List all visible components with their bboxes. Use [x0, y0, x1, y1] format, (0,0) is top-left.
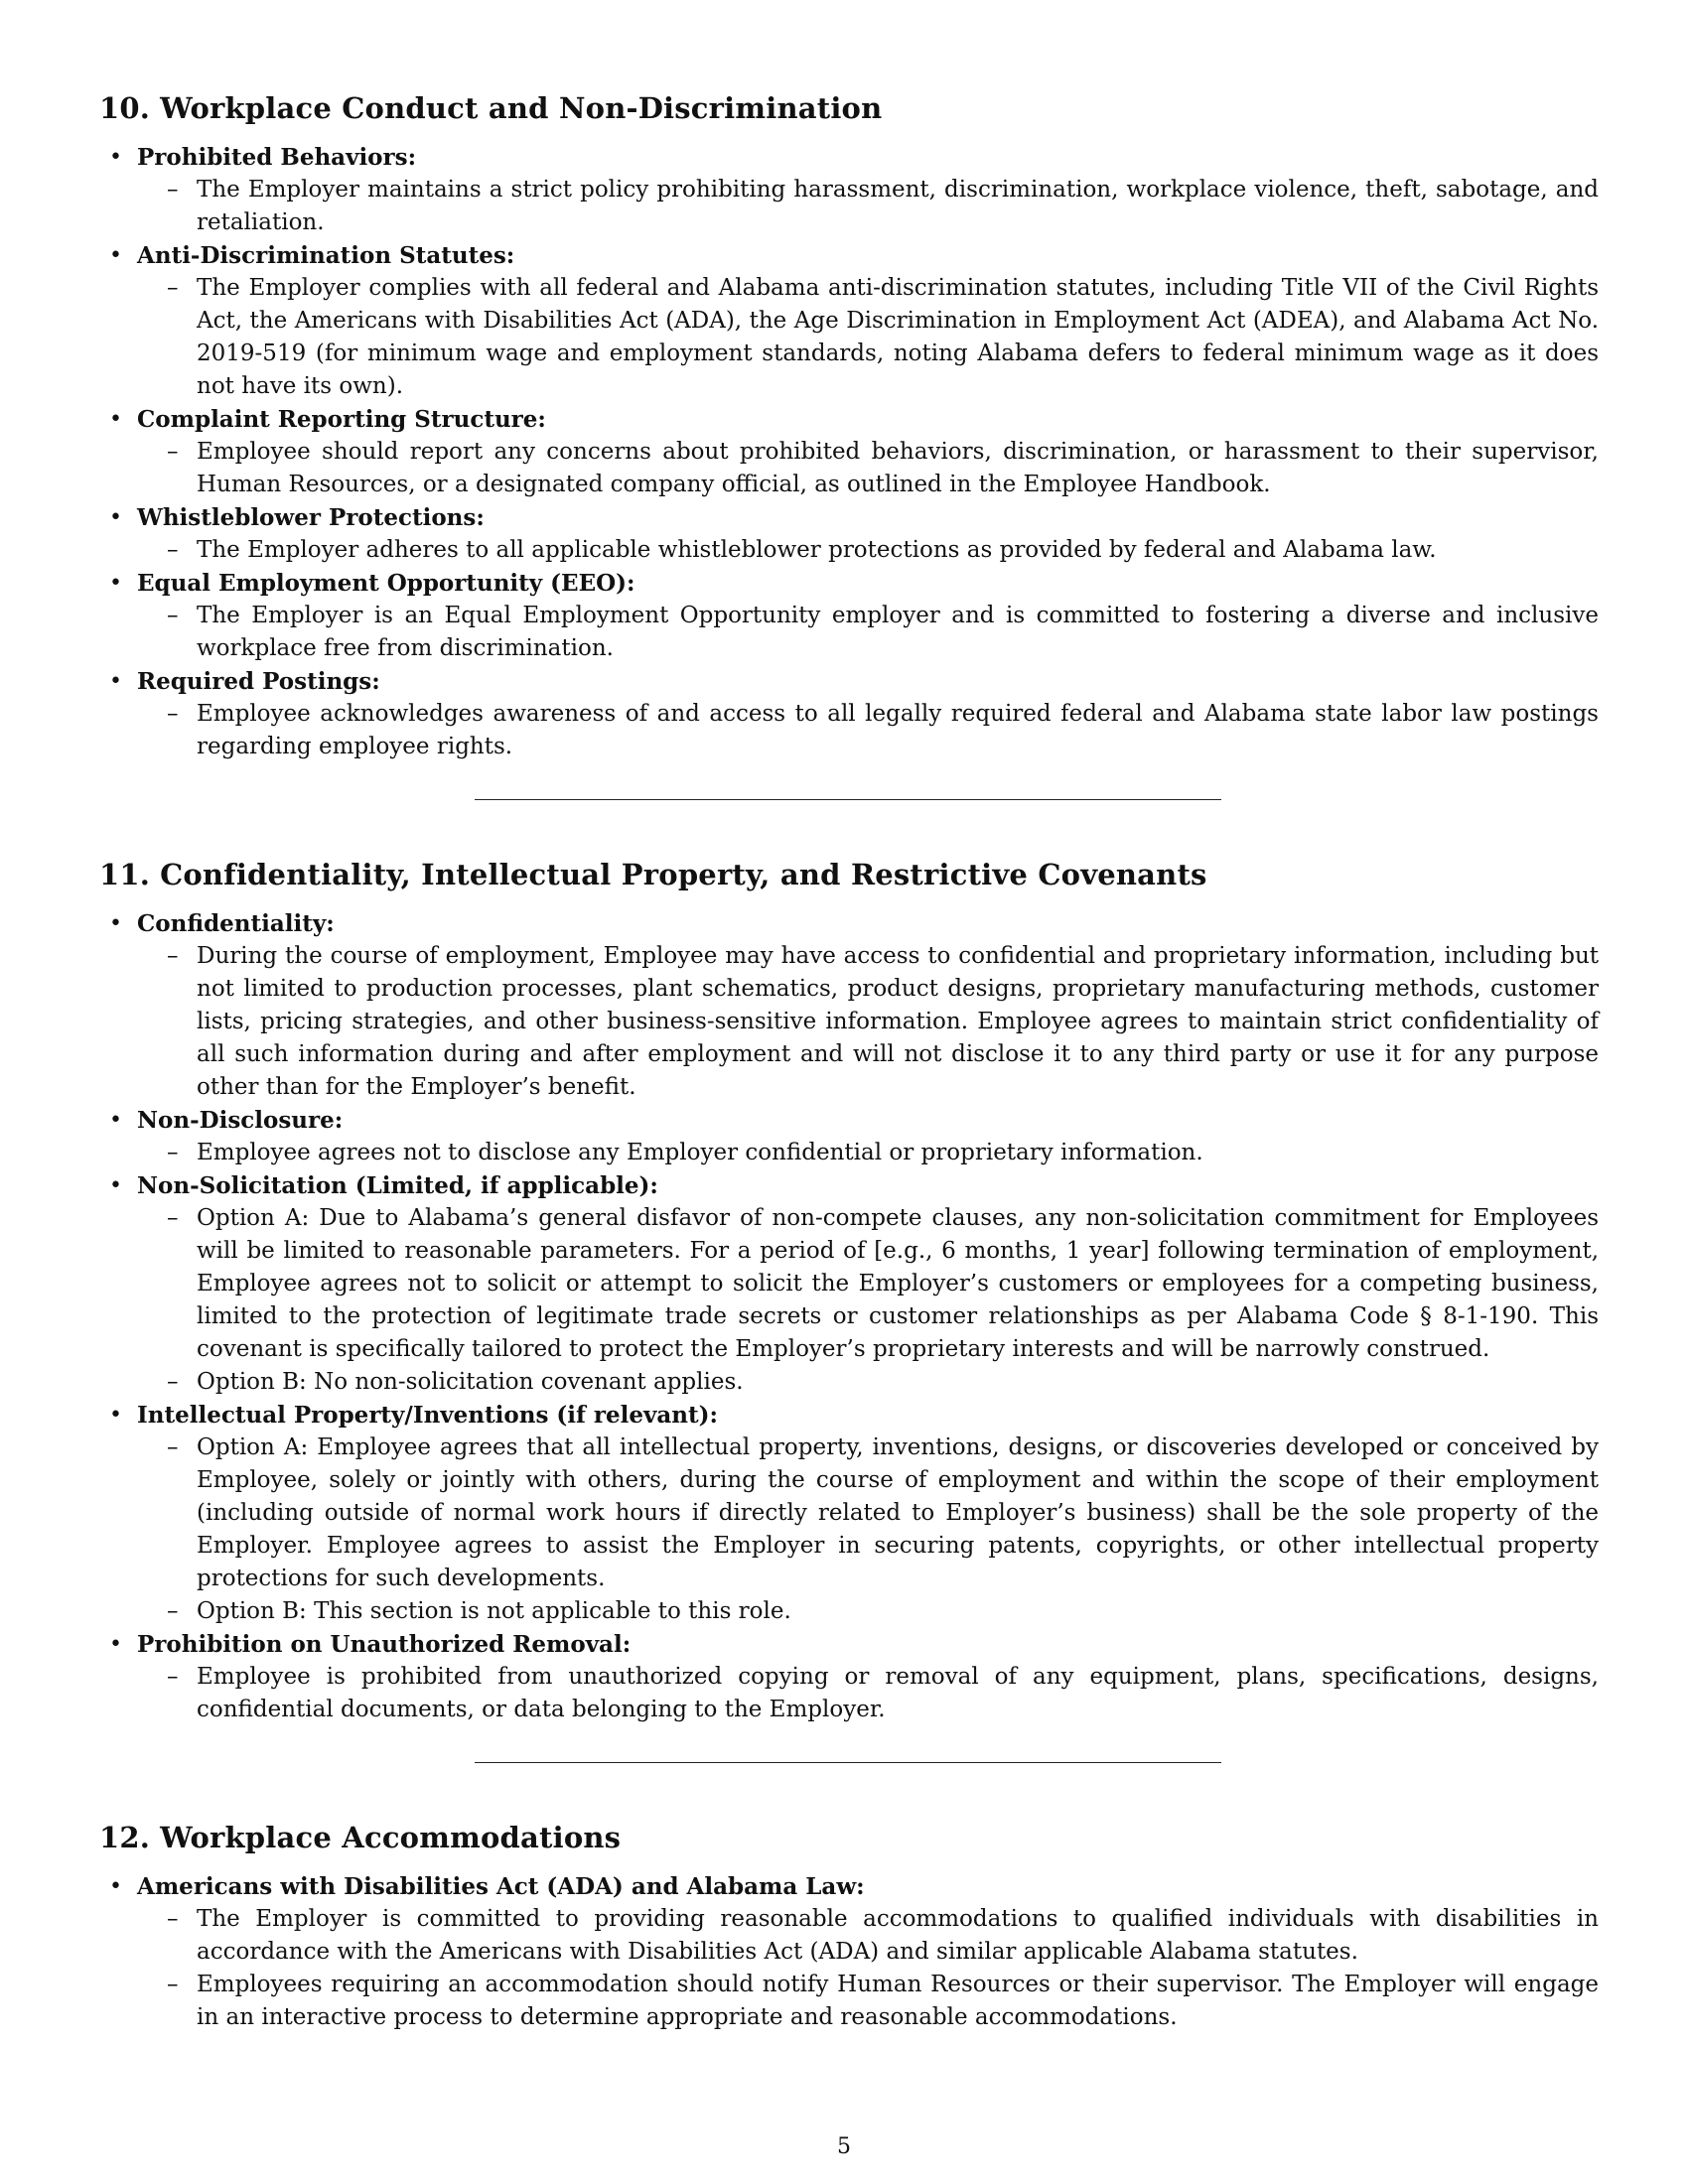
sub-item: – Option A: Due to Alabama’s general disfavor of non-compete clauses, any non-solicitation commitment for Employees will be limited to reasonable parameters. For a period of [e.g., 6 months, 1 year] following termination of employment, Employee agrees not to solicit or attempt to solicit the Employer’s customers or employees for a competing business, limited to the protection of legitimate trade secrets or customer relationships as per Alabama Code § 8-1-190. This covenant is specifically tailored to protect the Employer’s proprietary interests and will be narrowly construed.	[197, 1202, 1599, 1366]
list-item	[137, 141, 1599, 239]
section-number: 10.	[99, 91, 151, 125]
list-item	[137, 1870, 1599, 2034]
item-label: • Required Postings:	[137, 668, 380, 695]
item-label: • Equal Employment Opportunity (EEO):	[137, 570, 635, 597]
sub-item: – Option A: Employee agrees that all intellectual property, inventions, designs, or discoveries developed or conceived by Employee, solely or jointly with others, during the course of employment and within the scope of their employment (including outside of normal work hours if directly related to Employer’s business) shall be the sole property of the Employer. Employee agrees to assist the Employer in securing patents, copyrights, or other intellectual property protections for such developments.	[197, 1432, 1599, 1595]
list-item	[137, 1104, 1599, 1169]
item-label: • Intellectual Property/Inventions (if relevant):	[137, 1402, 719, 1429]
sub-item: – Employee should report any concerns about prohibited behaviors, discrimination, or harassment to their supervisor, Human Resources, or a designated company official, as outlined in the Employee Handbook.	[197, 436, 1599, 501]
list-item	[137, 567, 1599, 665]
section-title: Workplace Conduct and Non-Discrimination	[160, 91, 883, 125]
item-list	[99, 1870, 1599, 2034]
list-item	[137, 239, 1599, 403]
sub-item: – Employee acknowledges awareness of and access to all legally required federal and Alabama state labor law postings regarding employee rights.	[197, 698, 1599, 763]
list-item	[137, 665, 1599, 763]
document-page	[99, 91, 1599, 2034]
list-item	[137, 501, 1599, 567]
section-number: 12.	[99, 1821, 151, 1854]
sub-item: – Employee is prohibited from unauthorized copying or removal of any equipment, plans, specifications, designs, confidential documents, or data belonging to the Employer.	[197, 1661, 1599, 1726]
section-10	[99, 91, 1599, 763]
section-11	[99, 858, 1599, 1726]
item-list	[99, 907, 1599, 1726]
section-divider	[475, 799, 1221, 800]
section-heading	[99, 858, 1599, 891]
sub-item: – Employees requiring an accommodation should notify Human Resources or their supervisor. The Employer will engage in an interactive process to determine appropriate and reasonable accommodations.	[197, 1969, 1599, 2034]
item-label: • Anti-Discrimination Statutes:	[137, 242, 515, 269]
section-title: Workplace Accommodations	[160, 1821, 622, 1854]
section-number: 11.	[99, 858, 151, 891]
sub-item: – Option B: This section is not applicable to this role.	[197, 1595, 1599, 1628]
item-label: • Confidentiality:	[137, 910, 335, 937]
section-12	[99, 1821, 1599, 2034]
item-list	[99, 141, 1599, 763]
item-label: • Non-Disclosure:	[137, 1107, 344, 1134]
section-heading	[99, 1821, 1599, 1854]
page-number: 5	[837, 2134, 851, 2159]
item-label: • Complaint Reporting Structure:	[137, 406, 546, 433]
item-label: • Americans with Disabilities Act (ADA) and Alabama Law:	[137, 1873, 865, 1900]
sub-item: – Option B: No non-solicitation covenant applies.	[197, 1366, 1599, 1399]
list-item	[137, 1628, 1599, 1726]
sub-item: – The Employer maintains a strict policy prohibiting harassment, discrimination, workplace violence, theft, sabotage, and retaliation.	[197, 174, 1599, 239]
item-label: • Prohibited Behaviors:	[137, 144, 417, 171]
list-item	[137, 907, 1599, 1104]
item-label: • Non-Solicitation (Limited, if applicable):	[137, 1172, 658, 1199]
item-label: • Whistleblower Protections:	[137, 504, 485, 531]
item-label: • Prohibition on Unauthorized Removal:	[137, 1631, 632, 1658]
sub-item: – The Employer adheres to all applicable whistleblower protections as provided by federal and Alabama law.	[197, 534, 1599, 567]
section-title: Confidentiality, Intellectual Property, and Restrictive Covenants	[160, 858, 1207, 891]
list-item	[137, 1399, 1599, 1628]
sub-item: – The Employer complies with all federal and Alabama anti-discrimination statutes, including Title VII of the Civil Rights Act, the Americans with Disabilities Act (ADA), the Age Discrimination in Employment Act (ADEA), and Alabama Act No. 2019-519 (for minimum wage and employment standards, noting Alabama defers to federal minimum wage as it does not have its own).	[197, 272, 1599, 403]
list-item	[137, 1169, 1599, 1399]
list-item	[137, 403, 1599, 501]
section-heading	[99, 91, 1599, 125]
sub-item: – The Employer is an Equal Employment Opportunity employer and is committed to fostering a diverse and inclusive workplace free from discrimination.	[197, 600, 1599, 665]
sub-item: – During the course of employment, Employee may have access to confidential and proprietary information, including but not limited to production processes, plant schematics, product designs, proprietary manufacturing methods, customer lists, pricing strategies, and other business-sensitive information. Employee agrees to maintain strict confidentiality of all such information during and after employment and will not disclose it to any third party or use it for any purpose other than for the Employer’s benefit.	[197, 940, 1599, 1104]
section-divider	[475, 1762, 1221, 1763]
sub-item: – Employee agrees not to disclose any Employer confidential or proprietary information.	[197, 1137, 1599, 1169]
sub-item: – The Employer is committed to providing reasonable accommodations to qualified individuals with disabilities in accordance with the Americans with Disabilities Act (ADA) and similar applicable Alabama statutes.	[197, 1903, 1599, 1969]
